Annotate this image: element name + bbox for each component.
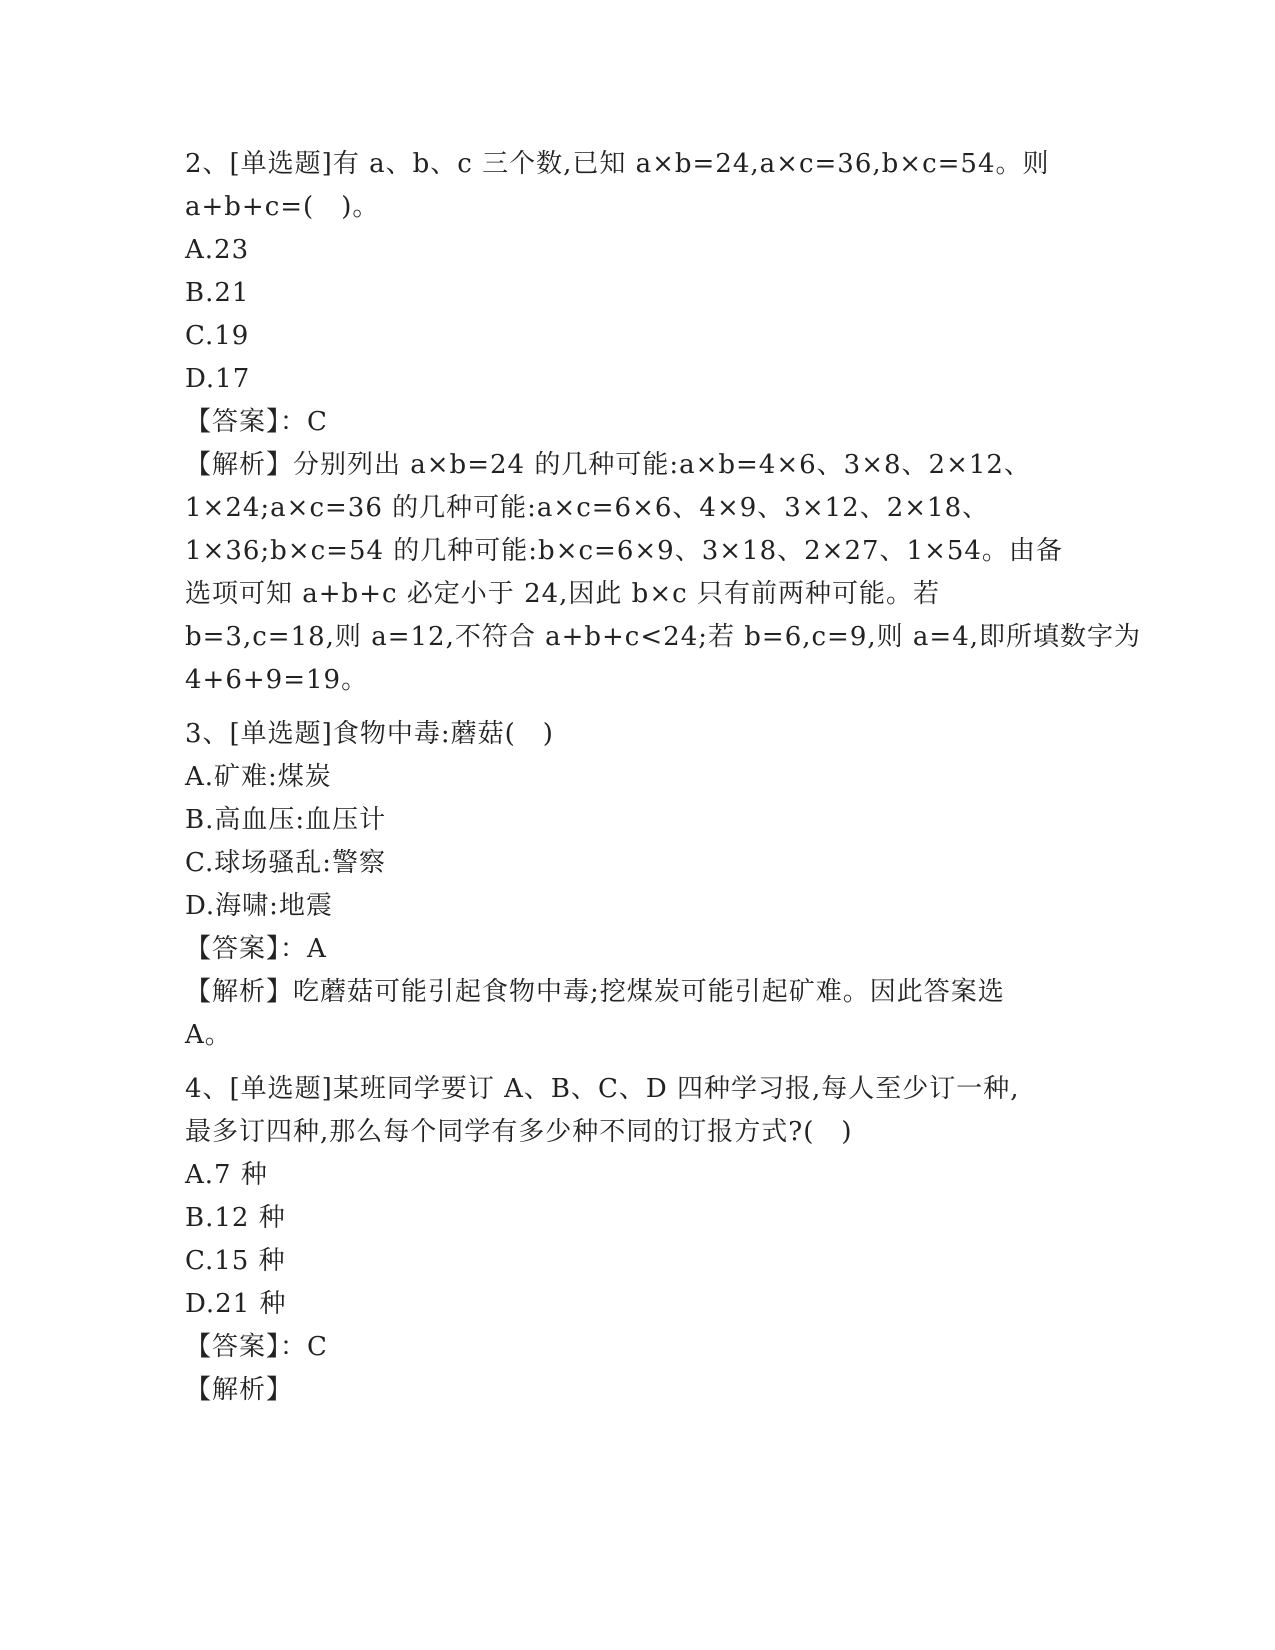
explanation-line: 4+6+9=19。 bbox=[185, 665, 369, 695]
option-d: D.海啸:地震 bbox=[185, 891, 333, 921]
option-a: A.7 种 bbox=[185, 1160, 268, 1190]
question-3 bbox=[185, 713, 1085, 1057]
answer-line: 【答案】：C bbox=[185, 1332, 328, 1362]
explanation-line: 选项可知 a+b+c 必定小于 24,因此 b×c 只有前两种可能。若 bbox=[185, 579, 940, 609]
explanation-line: A。 bbox=[185, 1020, 232, 1050]
question-4 bbox=[185, 1068, 1085, 1412]
option-c: C.15 种 bbox=[185, 1246, 286, 1276]
explanation-line: b=3,c=18,则 a=12,不符合 a+b+c<24;若 b=6,c=9,则 a=4,即所填数字为 bbox=[185, 622, 1142, 652]
answer-line: 【答案】：C bbox=[185, 407, 328, 437]
question-stem-line: 4、[单选题]某班同学要订 A、B、C、D 四种学习报,每人至少订一种, bbox=[185, 1074, 1020, 1104]
question-stem-line: a+b+c=( )。 bbox=[185, 192, 380, 222]
option-d: D.21 种 bbox=[185, 1289, 287, 1319]
question-stem-line: 2、[单选题]有 a、b、c 三个数,已知 a×b=24,a×c=36,b×c=54。则 bbox=[185, 149, 1050, 179]
option-a: A.23 bbox=[185, 235, 250, 265]
option-b: B.12 种 bbox=[185, 1203, 286, 1233]
question-2 bbox=[185, 143, 1142, 702]
option-b: B.高血压:血压计 bbox=[185, 805, 387, 835]
question-list bbox=[185, 143, 1142, 1412]
option-d: D.17 bbox=[185, 364, 251, 394]
explanation-line: 1×36;b×c=54 的几种可能:b×c=6×9、3×18、2×27、1×54。由备 bbox=[185, 536, 1063, 566]
explanation-line: 【解析】吃蘑菇可能引起食物中毒;挖煤炭可能引起矿难。因此答案选 bbox=[185, 977, 1005, 1007]
question-stem-line: 3、[单选题]食物中毒:蘑菇( ) bbox=[185, 719, 554, 749]
option-c: C.19 bbox=[185, 321, 250, 351]
explanation-line: 【解析】 bbox=[185, 1375, 294, 1405]
answer-line: 【答案】：A bbox=[185, 934, 327, 964]
option-a: A.矿难:煤炭 bbox=[185, 762, 332, 792]
explanation-line: 1×24;a×c=36 的几种可能:a×c=6×6、4×9、3×12、2×18、 bbox=[185, 493, 990, 523]
explanation-line: 【解析】分别列出 a×b=24 的几种可能:a×b=4×6、3×8、2×12、 bbox=[185, 450, 1031, 480]
option-b: B.21 bbox=[185, 278, 250, 308]
option-c: C.球场骚乱:警察 bbox=[185, 848, 386, 878]
question-stem-line: 最多订四种,那么每个同学有多少种不同的订报方式?( ) bbox=[185, 1117, 853, 1147]
